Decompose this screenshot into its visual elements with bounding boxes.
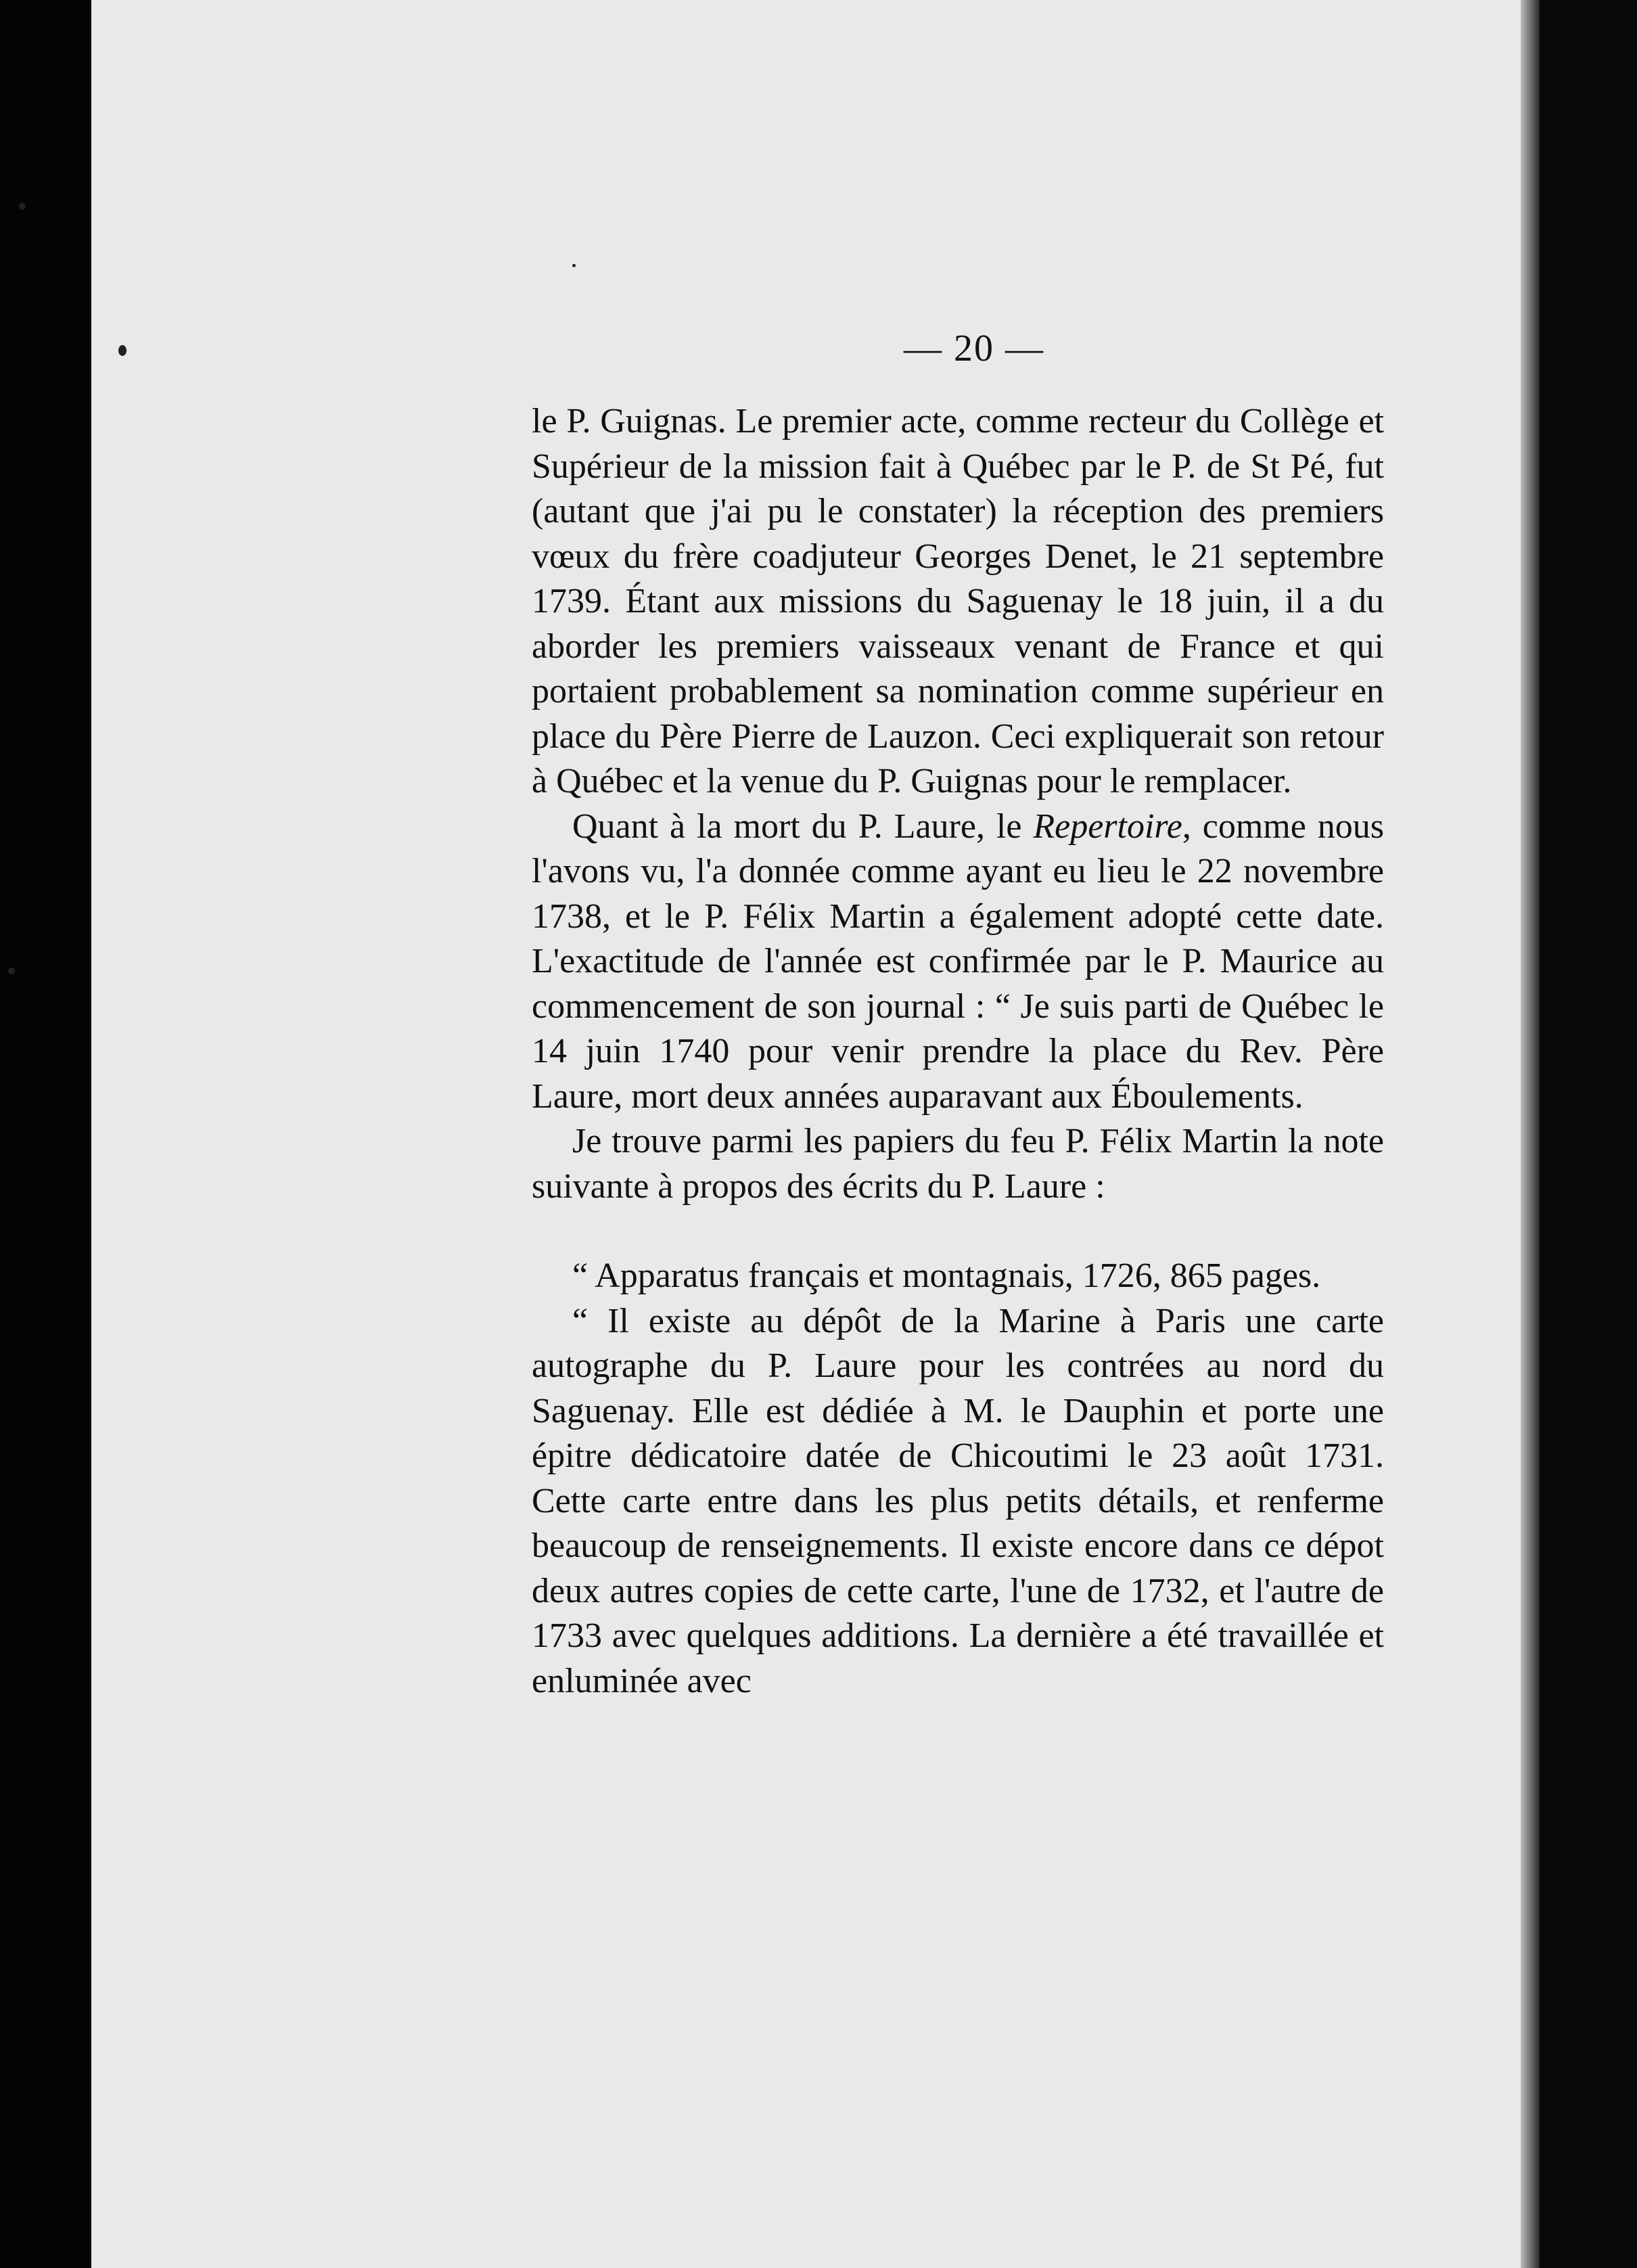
speck bbox=[572, 264, 576, 267]
paragraph-papers-note: Je trouve parmi les papiers du feu P. Félix Martin la note suivante à propos des écrits du P. Laure : bbox=[532, 1122, 1384, 1206]
paragraph-text-after-italic: , comme nous l'avons vu, l'a donnée comme ayant eu lieu le 22 novembre 1738, et le P. Félix Martin a également adopté cette date. L'exactitude de l'année est confirmée par le P. Maurice au commencement de son journal : “ Je suis parti de Québec le 14 juin 1740 pour venir prendre la place du Rev. Père Laure, mort deux années auparavant aux Éboulements. bbox=[532, 807, 1385, 1116]
page-edge-shadow bbox=[1521, 0, 1540, 2268]
scan-border bbox=[1540, 0, 1637, 2268]
page-number: — 20 — bbox=[904, 327, 1044, 369]
paragraph-gap bbox=[532, 1209, 1384, 1254]
paragraph-text-before-italic: Quant à la mort du P. Laure, le bbox=[572, 807, 1034, 846]
paragraph-continuation: le P. Guignas. Le premier acte, comme recteur du Collège et Supérieur de la mission fait à Québec par le P. de St Pé, fut (autant que j'ai pu le constater) la réception des premiers vœux du frère coadjuteur Georges Denet, le 21 septembre 1739. Étant aux missions du Saguenay le 18 juin, il a du aborder les premiers vaisseaux venant de France et qui portaient probablement sa nomination comme supérieur en place du Père Pierre de Lauzon. Ceci expliquerait son retour à Québec et la venue du P. Guignas pour le remplacer. bbox=[532, 402, 1384, 800]
quote-map: “ Il existe au dépôt de la Marine à Paris une carte autographe du P. Laure pour les contrées au nord du Saguenay. Elle est dédiée à M. le Dauphin et porte une épitre dédicatoire datée de Chicoutimi le 23 août 1731. Cette carte entre dans les plus petits détails, et renferme beaucoup de renseignements. Il existe encore dans ce dépot deux autres copies de cette carte, l'une de 1732, et l'autre de 1733 avec quelques additions. La dernière a été travaillée et enluminée avec bbox=[532, 1301, 1384, 1700]
speck bbox=[19, 203, 26, 210]
quote-apparatus: “ Apparatus français et montagnais, 1726, 865 pages. bbox=[572, 1256, 1321, 1295]
body-text bbox=[532, 399, 1384, 1704]
speck bbox=[118, 345, 126, 356]
speck bbox=[8, 968, 15, 974]
paragraph-death-date bbox=[532, 804, 1384, 1120]
repertoire-title: Repertoire bbox=[1033, 807, 1182, 846]
